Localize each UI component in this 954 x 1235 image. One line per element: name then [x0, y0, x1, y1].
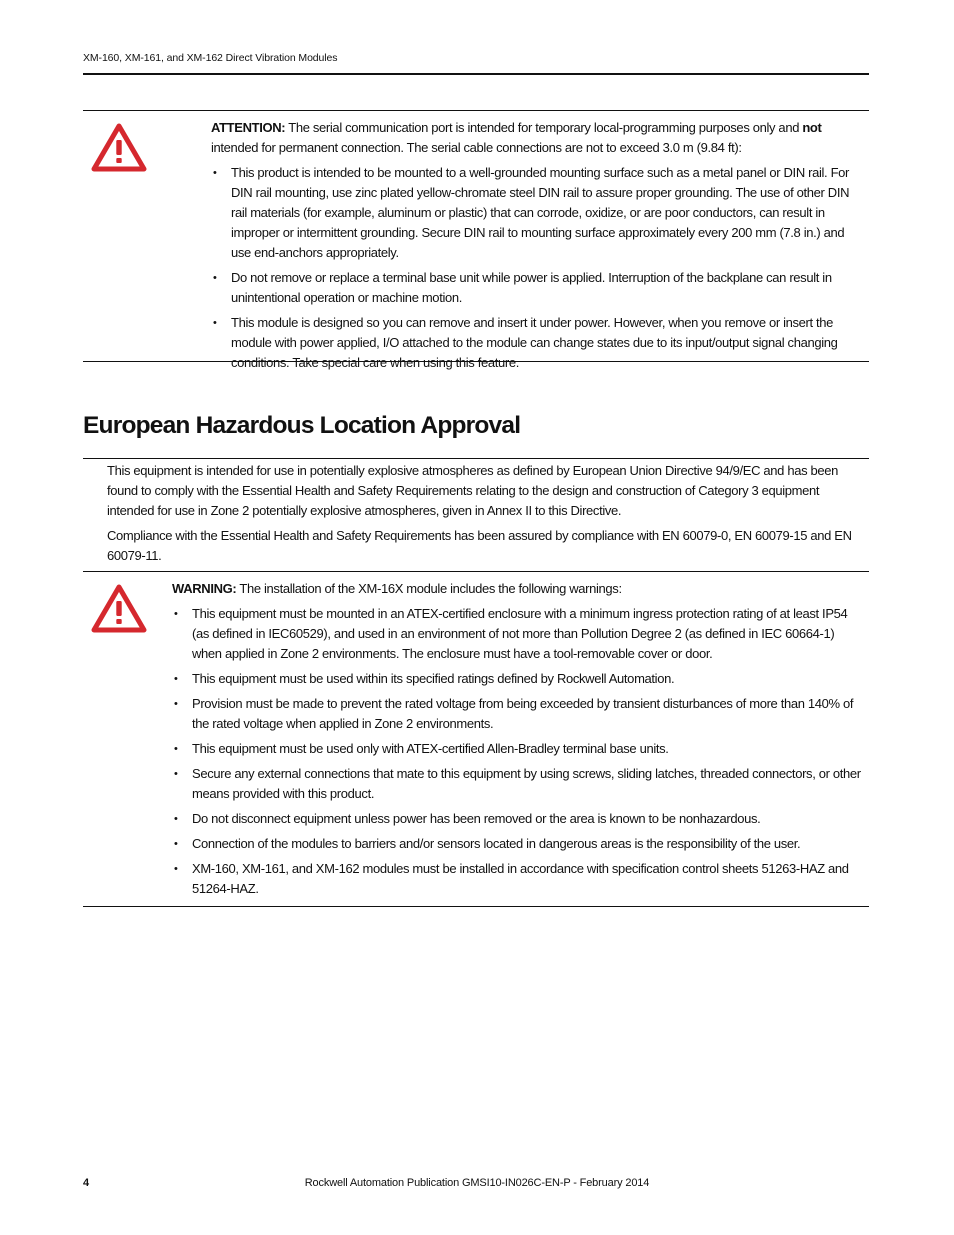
attention-bullet: • Do not remove or replace a terminal base unit while power is applied. Interruption of the backplane can result in unintentional operation or machine motion.: [211, 268, 867, 308]
warning-lead-text: The installation of the XM-16X module includes the following warnings:: [236, 581, 622, 596]
attention-label: ATTENTION:: [211, 120, 286, 135]
header-rule: [83, 73, 869, 75]
attention-content: [211, 118, 867, 373]
warning-bullet: • This equipment must be used within its specified ratings defined by Rockwell Automation.: [172, 669, 867, 689]
section-paragraph: This equipment is intended for use in potentially explosive atmospheres as defined by European Union Directive 94/9/EC and has been found to comply with the Essential Health and Safety Requirements relating to the design and construction of Category 3 equipment intended for use in Zone 2 potentially explosive atmospheres, given in Annex II to this Directive.: [107, 463, 839, 518]
attention-lead: [211, 118, 867, 158]
warning-triangle-icon: [91, 123, 147, 178]
warning-bullet: • Do not disconnect equipment unless power has been removed or the area is known to be nonhazardous.: [172, 809, 867, 829]
section-paragraph: Compliance with the Essential Health and Safety Requirements has been assured by compliance with EN 60079-0, EN 60079-15 and EN 60079-11.: [107, 528, 852, 563]
attention-emphasis: not: [802, 120, 822, 135]
section-title: European Hazardous Location Approval: [83, 412, 521, 439]
page-number: 4: [83, 1177, 90, 1189]
section-body: [107, 461, 869, 571]
publication-footer: Rockwell Automation Publication GMSI10-IN026C-EN-P - February 2014: [304, 1177, 650, 1189]
warning-bullet: • Provision must be made to prevent the rated voltage from being exceeded by transient disturbances of more than 140% of the rated voltage when applied in Zone 2 environments.: [172, 694, 867, 734]
attention-bullet: • This product is intended to be mounted to a well-grounded mounting surface such as a metal panel or DIN rail. For DIN rail mounting, use zinc plated yellow-chromate steel DIN rail to assure proper grounding. The use of other DIN rail materials (for example, aluminum or plastic) that can corrode, oxidize, or are poor conductors, can result in improper or intermittent grounding. Secure DIN rail to mounting surface approximately every 200 mm (7.8 in.) and use end-anchors appropriately.: [211, 163, 867, 263]
warning-bullet: • Connection of the modules to barriers and/or sensors located in dangerous areas is the responsibility of the user.: [172, 834, 867, 854]
warning-box: [83, 571, 869, 907]
warning-content: [172, 579, 867, 899]
warning-bullet: • Secure any external connections that mate to this equipment by using screws, sliding latches, threaded connectors, or other means provided with this product.: [172, 764, 867, 804]
attention-bullet: • This module is designed so you can remove and insert it under power. However, when you remove or insert the module with power applied, I/O attached to the module can change states due to its input/output signal changing conditions. Take special care when using this feature.: [211, 313, 867, 373]
attention-lead-text: The serial communication port is intended for temporary local-programming purposes only and: [285, 120, 803, 135]
section-title-rule: [83, 458, 869, 459]
attention-lead-text-end: intended for permanent connection. The serial cable connections are not to exceed 3.0 m (9.84 ft):: [211, 140, 742, 155]
warning-bullet: • XM-160, XM-161, and XM-162 modules must be installed in accordance with specification control sheets 51263-HAZ and 51264-HAZ.: [172, 859, 867, 899]
warning-bullet: • This equipment must be used only with ATEX-certified Allen-Bradley terminal base units.: [172, 739, 867, 759]
attention-box: [83, 110, 869, 370]
warning-triangle-icon: [91, 584, 147, 639]
running-header: XM-160, XM-161, and XM-162 Direct Vibration Modules: [83, 52, 338, 64]
warning-lead: [172, 579, 867, 599]
attention-bullet-list: [211, 163, 867, 373]
warning-bullet-list: [172, 604, 867, 899]
warning-bullet: • This equipment must be mounted in an ATEX-certified enclosure with a minimum ingress protection rating of at least IP54 (as defined in IEC60529), and used in an environment of not more than Pollution Degree 2 (as defined in IEC 60664-1) when applied in Zone 2 environments. The enclosure must have a tool-removable cover or door.: [172, 604, 867, 664]
warning-label: WARNING:: [172, 581, 237, 596]
